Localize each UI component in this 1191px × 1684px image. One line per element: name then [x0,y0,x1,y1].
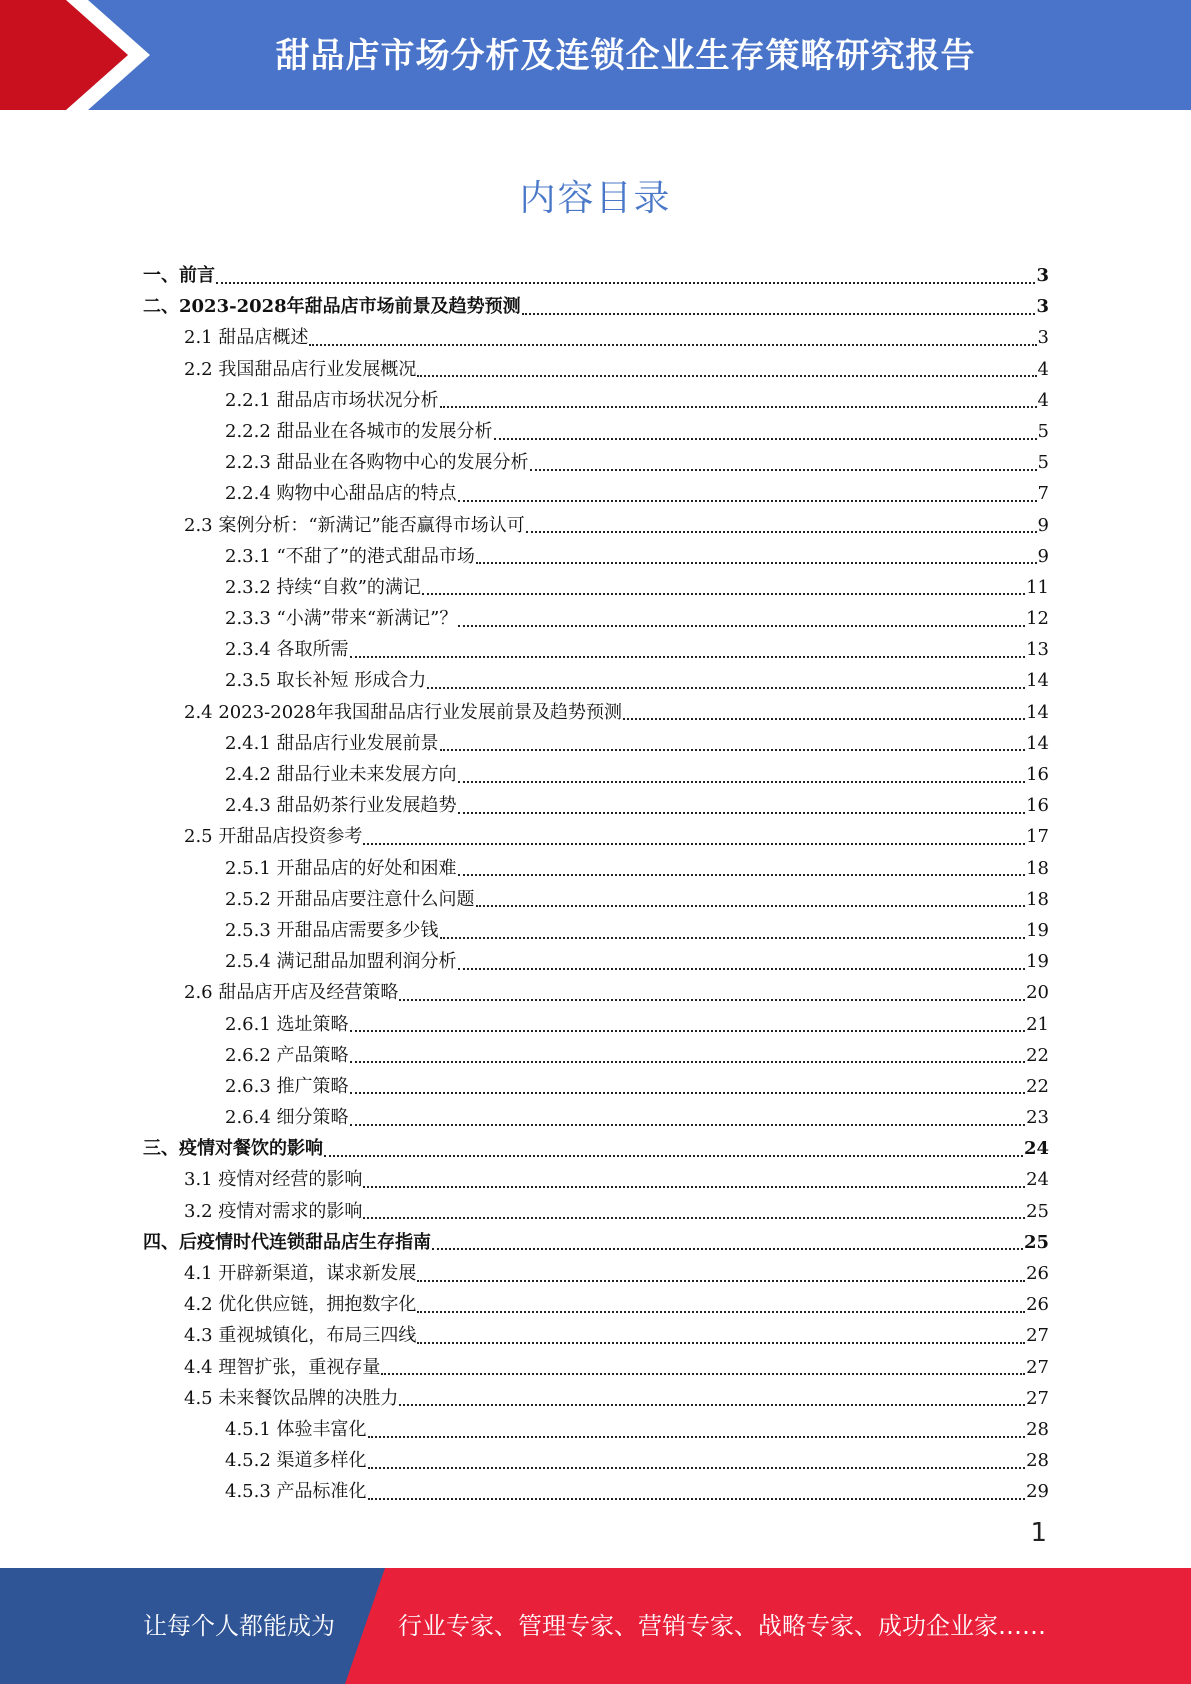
toc-leader-dots [422,593,1025,595]
toc-entry-page: 13 [1026,639,1049,661]
toc-entry-label: 2.5.2 开甜品店要注意什么问题 [225,888,475,910]
toc-entry-label: 4.5.1 体验丰富化 [225,1418,367,1440]
toc-entry-page: 11 [1026,576,1049,598]
toc-entry[interactable] [143,1445,1049,1476]
toc-entry-label: 2.5.4 满记甜品加盟利润分析 [225,951,457,973]
toc-entry-label: 2.4.1 甜品店行业发展前景 [225,732,439,754]
toc-entry-page: 4 [1037,389,1049,411]
toc-leader-dots [440,937,1026,939]
toc-leader-dots [440,406,1037,408]
toc-entry-label: 2.3.2 持续“自救”的满记 [225,576,421,598]
toc-entry[interactable] [143,665,1049,696]
toc-leader-dots [417,1311,1025,1313]
toc-entry-label: 2.3 案例分析：“新满记”能否赢得市场认可 [184,514,525,536]
toc-entry-page: 3 [1037,327,1049,349]
toc-leader-dots [530,469,1037,471]
toc-entry-label: 2.2 我国甜品店行业发展概况 [184,358,417,380]
toc-entry-label: 一、前言 [143,265,215,286]
toc-entry-page: 28 [1026,1450,1049,1472]
toc-entry-label: 2.2.1 甜品店市场状况分析 [225,389,439,411]
toc-entry[interactable] [143,416,1049,447]
toc-entry-label: 4.5 未来餐饮品牌的决胜力 [184,1387,399,1409]
toc-entry-label: 2.6.3 推广策略 [225,1075,349,1097]
toc-entry-page: 5 [1037,420,1049,442]
toc-entry[interactable] [143,572,1049,603]
toc-entry[interactable] [143,478,1049,509]
toc-entry-page: 25 [1026,1200,1049,1222]
toc-leader-dots [350,1092,1026,1094]
toc-entry-page: 20 [1026,982,1049,1004]
toc-entry-label: 四、后疫情时代连锁甜品店生存指南 [143,1231,431,1253]
toc-entry-page: 3 [1036,296,1049,318]
toc-entry-page: 19 [1026,951,1049,973]
toc-entry-page: 18 [1026,857,1049,879]
toc-leader-dots [623,718,1025,720]
toc-entry[interactable] [143,1320,1049,1351]
toc-leader-dots [350,1030,1026,1032]
toc-entry-label: 2.6 甜品店开店及经营策略 [184,982,399,1004]
toc-entry[interactable] [143,915,1049,946]
toc-leader-dots [350,1124,1026,1126]
toc-leader-dots [350,656,1026,658]
toc-entry[interactable] [143,634,1049,665]
toc-leader-dots [309,344,1036,346]
toc-leader-dots [368,1498,1026,1500]
toc-entry[interactable] [143,884,1049,915]
table-of-contents [143,260,1049,1508]
toc-entry-page: 14 [1026,732,1049,754]
toc-entry-page: 17 [1026,826,1049,848]
toc-entry-page: 22 [1026,1075,1049,1097]
report-title: 甜品店市场分析及连锁企业生存策略研究报告 [275,35,976,76]
toc-leader-dots [427,687,1025,689]
toc-entry-label: 4.1 开辟新渠道，谋求新发展 [184,1263,417,1284]
toc-leader-dots [432,1248,1023,1250]
toc-entry[interactable] [143,603,1049,634]
toc-entry[interactable] [143,697,1049,728]
toc-leader-dots [458,625,1025,627]
toc-entry-page: 3 [1036,265,1049,286]
toc-leader-dots [399,999,1025,1001]
toc-entry-page: 24 [1026,1169,1049,1191]
toc-entry[interactable] [143,385,1049,416]
footer-slogan-left: 让每个人都能成为 [143,1612,335,1640]
toc-entry-page: 16 [1026,795,1049,817]
page-number: 1 [1030,1518,1047,1548]
toc-entry[interactable] [143,1102,1049,1133]
toc-leader-dots [440,749,1026,751]
toc-entry[interactable] [143,447,1049,478]
toc-entry-label: 2.2.4 购物中心甜品店的特点 [225,483,457,505]
toc-leader-dots [476,905,1026,907]
toc-leader-dots [494,438,1037,440]
toc-entry-label: 2.4.2 甜品行业未来发展方向 [225,764,457,785]
toc-entry-page: 4 [1037,358,1049,380]
toc-entry[interactable] [143,1196,1049,1227]
toc-entry-label: 4.5.3 产品标准化 [225,1481,367,1503]
toc-entry-label: 2.5.3 开甜品店需要多少钱 [225,919,439,941]
toc-entry-label: 2.3.5 取长补短 形成合力 [225,670,427,692]
toc-entry[interactable] [143,977,1049,1008]
toc-entry-page: 12 [1026,608,1049,630]
toc-heading: 内容目录 [519,178,672,219]
toc-entry[interactable] [143,1227,1049,1258]
toc-entry[interactable] [143,728,1049,759]
toc-entry[interactable] [143,322,1049,353]
toc-entry-label: 4.5.2 渠道多样化 [225,1450,367,1472]
toc-entry-label: 4.3 重视城镇化，布局三四线 [184,1325,417,1347]
toc-entry-page: 18 [1026,888,1049,910]
header-banner [0,0,1191,110]
toc-entry-page: 27 [1026,1387,1049,1409]
toc-leader-dots [458,781,1026,783]
toc-leader-dots [350,1061,1026,1063]
toc-leader-dots [476,562,1037,564]
toc-entry-page: 19 [1026,919,1049,941]
toc-leader-dots [526,531,1037,533]
toc-entry[interactable] [143,260,1049,291]
toc-entry[interactable] [143,541,1049,572]
toc-entry[interactable] [143,1009,1049,1040]
toc-leader-dots [458,968,1026,970]
toc-entry-label: 4.2 优化供应链，拥抱数字化 [184,1294,417,1316]
toc-entry[interactable] [143,1040,1049,1071]
toc-leader-dots [381,1373,1025,1375]
footer-banner [0,1568,1191,1684]
toc-entry[interactable] [143,1289,1049,1320]
toc-entry[interactable] [143,759,1049,790]
toc-leader-dots [458,500,1037,502]
toc-entry-page: 27 [1026,1356,1049,1378]
footer-slogan-right: 行业专家、管理专家、营销专家、战略专家、成功企业家…… [398,1612,1046,1640]
toc-entry-page: 5 [1037,452,1049,474]
toc-leader-dots [363,1186,1025,1188]
toc-entry[interactable] [143,1383,1049,1414]
toc-entry-page: 9 [1037,514,1049,536]
toc-entry-page: 26 [1026,1294,1049,1316]
toc-leader-dots [522,313,1036,315]
toc-entry[interactable] [143,354,1049,385]
toc-entry[interactable] [143,790,1049,821]
toc-entry-page: 14 [1026,701,1049,723]
toc-entry-label: 2.6.4 细分策略 [225,1107,349,1129]
toc-entry-label: 2.1 甜品店概述 [184,327,309,349]
toc-entry-page: 21 [1026,1013,1049,1035]
toc-entry[interactable] [143,1258,1049,1289]
toc-leader-dots [417,1280,1025,1282]
toc-entry-page: 26 [1026,1263,1049,1284]
toc-entry[interactable] [143,1071,1049,1102]
toc-entry-label: 3.1 疫情对经营的影响 [184,1169,363,1191]
toc-entry-label: 2.5 开甜品店投资参考 [184,826,363,848]
toc-leader-dots [368,1436,1026,1438]
toc-entry-page: 28 [1026,1418,1049,1440]
toc-leader-dots [363,843,1025,845]
toc-entry-page: 23 [1026,1107,1049,1129]
toc-entry-label: 二、2023-2028年甜品店市场前景及趋势预测 [143,296,521,318]
toc-entry-label: 2.2.2 甜品业在各城市的发展分析 [225,420,493,442]
toc-leader-dots [399,1404,1025,1406]
toc-entry-label: 三、疫情对餐饮的影响 [143,1138,323,1160]
toc-entry-page: 16 [1026,764,1049,785]
toc-entry[interactable] [143,510,1049,541]
toc-entry-label: 2.3.4 各取所需 [225,639,349,661]
toc-entry-label: 2.3.3 “小满”带来“新满记”？ [225,608,458,630]
toc-entry-label: 2.4.3 甜品奶茶行业发展趋势 [225,795,457,817]
toc-entry-page: 25 [1023,1231,1049,1253]
toc-entry-label: 4.4 理智扩张，重视存量 [184,1356,381,1378]
toc-leader-dots [216,282,1035,284]
toc-entry-page: 27 [1026,1325,1049,1347]
toc-entry-label: 2.2.3 甜品业在各购物中心的发展分析 [225,452,529,474]
toc-entry-page: 22 [1026,1044,1049,1066]
toc-leader-dots [458,812,1026,814]
toc-entry-page: 7 [1037,483,1049,505]
toc-entry-label: 3.2 疫情对需求的影响 [184,1200,363,1222]
toc-entry-label: 2.3.1 “不甜了”的港式甜品市场 [225,545,475,567]
toc-entry-page: 24 [1023,1138,1049,1160]
toc-entry-page: 14 [1026,670,1049,692]
toc-leader-dots [363,1217,1025,1219]
toc-entry[interactable] [143,946,1049,977]
toc-entry[interactable] [143,1133,1049,1164]
toc-leader-dots [417,1342,1025,1344]
toc-leader-dots [417,375,1036,377]
toc-entry-label: 2.6.1 选址策略 [225,1013,349,1035]
toc-entry[interactable] [143,1164,1049,1195]
toc-entry-page: 29 [1026,1481,1049,1503]
toc-entry-page: 9 [1037,545,1049,567]
toc-entry[interactable] [143,853,1049,884]
toc-leader-dots [458,874,1026,876]
toc-entry-label: 2.4 2023-2028年我国甜品店行业发展前景及趋势预测 [184,701,623,723]
toc-entry[interactable] [143,821,1049,852]
toc-entry[interactable] [143,291,1049,322]
toc-entry[interactable] [143,1476,1049,1507]
toc-leader-dots [324,1155,1023,1157]
toc-entry-label: 2.5.1 开甜品店的好处和困难 [225,857,457,879]
toc-entry[interactable] [143,1414,1049,1445]
toc-leader-dots [368,1467,1026,1469]
toc-entry-label: 2.6.2 产品策略 [225,1044,349,1066]
toc-entry[interactable] [143,1352,1049,1383]
